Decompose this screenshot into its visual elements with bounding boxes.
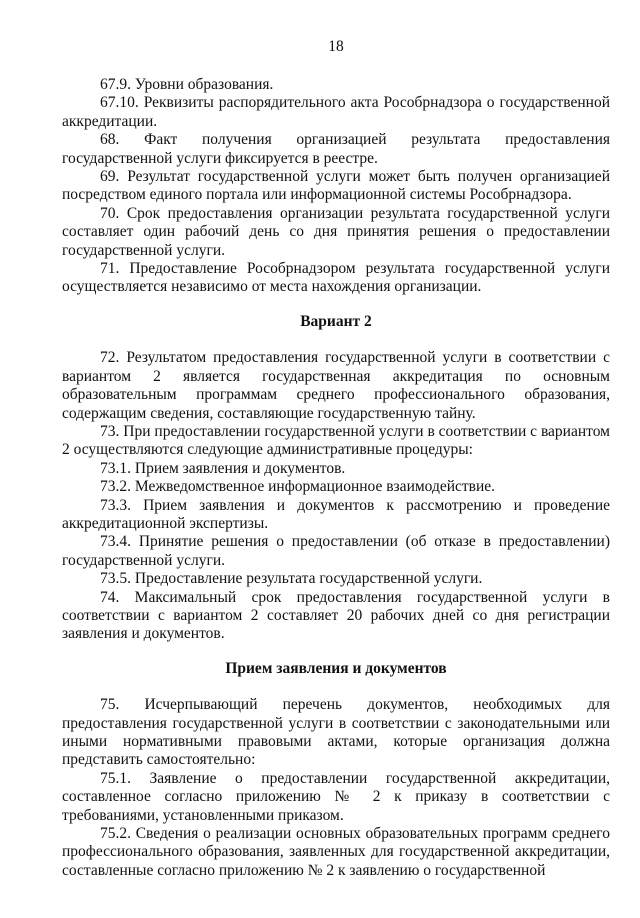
paragraph-70: 70. Срок предоставления организации результата государственной услуги составляет один рабочий день со дня принятия решения о предоставлении государственной услуги. (62, 204, 610, 259)
paragraph-73-2: 73.2. Межведомственное информационное взаимодействие. (100, 478, 496, 496)
paragraph-68: 68. Факт получения организацией результата предоставления государственной услуги фиксируется в реестре. (62, 131, 610, 167)
paragraph-73-1: 73.1. Прием заявления и документов. (100, 459, 346, 477)
paragraph-72: 72. Результатом предоставления государственной услуги в соответствии с вариантом 2 является государственная аккредитация по основным образовательным программам среднего профессионального образования, содержащим сведения, составляющие государственную тайну. (62, 349, 610, 422)
section-heading-variant-2: Вариант 2 (300, 312, 372, 330)
paragraph-73: 73. При предоставлении государственной услуги в соответствии с вариантом 2 осуществляются следующие административные процедуры: (62, 422, 610, 459)
paragraph-74: 74. Максимальный срок предоставления государственной услуги в соответствии с вариантом 2 составляет 20 рабочих дней со дня регистрации заявления и документов. (62, 588, 610, 643)
page-number: 18 (328, 38, 344, 55)
paragraph-75: 75. Исчерпывающий перечень документов, необходимых для предоставления государственной услуги в соответствии с законодательными или иными нормативными правовыми актами, которые организация должна представить самостоятельно: (62, 696, 610, 769)
document-page (62, 38, 610, 880)
paragraph-75-2: 75.2. Сведения о реализации основных образовательных программ среднего профессионального образования, заявленных для государственной аккредитации, составленные согласно приложению № 2 к заявлению о государственной (62, 825, 610, 879)
paragraph-73-5: 73.5. Предоставление результата государственной услуги. (100, 570, 483, 588)
section-heading-documents: Прием заявления и документов (225, 659, 447, 677)
paragraph-73-3: 73.3. Прием заявления и документов к рассмотрению и проведение аккредитационной экспертизы. (62, 496, 610, 532)
paragraph-73-4: 73.4. Принятие решения о предоставлении (об отказе в предоставлении) государственной услуги. (62, 533, 610, 569)
paragraph-71: 71. Предоставление Рособрнадзором результата государственной услуги осуществляется независимо от места нахождения организации. (62, 260, 610, 296)
paragraph-75-1: 75.1. Заявление о предоставлении государственной аккредитации, составленное согласно приложению № 2 к приказу в соответствии с требованиями, установленными приказом. (62, 769, 610, 824)
paragraph-67-10: 67.10. Реквизиты распорядительного акта Рособрнадзора о государственной аккредитации. (62, 94, 610, 130)
paragraph-69: 69. Результат государственной услуги может быть получен организацией посредством единого портала или информационной системы Рособрнадзора. (62, 168, 610, 204)
paragraph-67-9: 67.9. Уровни образования. (100, 76, 274, 93)
